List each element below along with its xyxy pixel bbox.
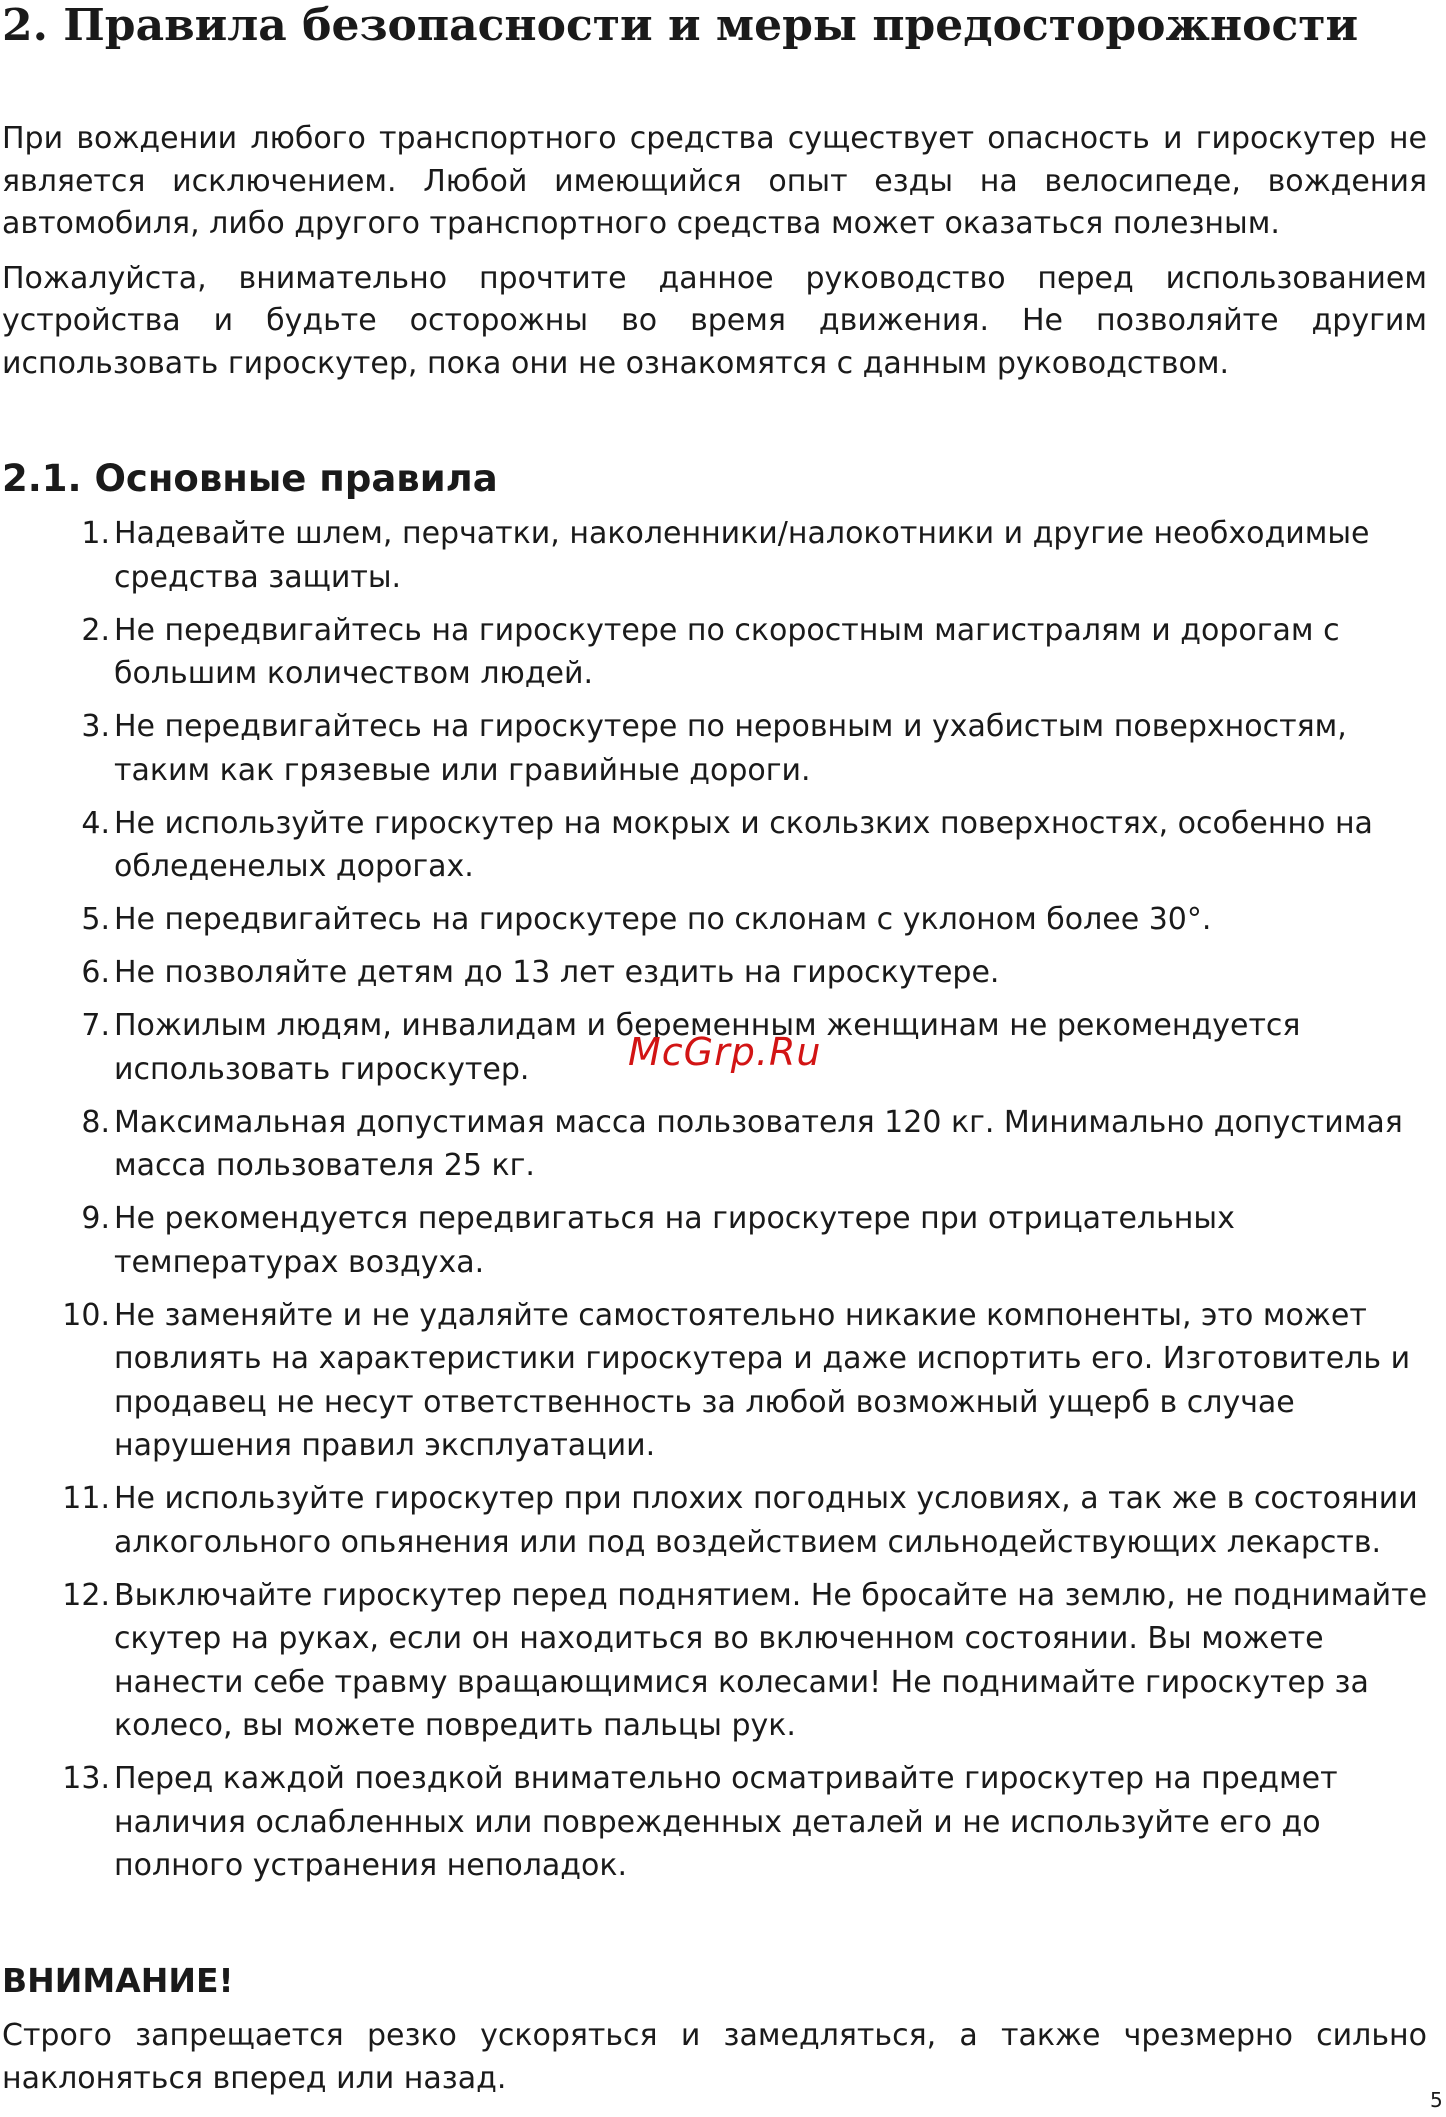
list-item-number: 7.: [81, 1008, 110, 1043]
list-item-number: 11.: [62, 1481, 110, 1516]
list-item: [0, 512, 1430, 599]
list-item-text: Не позволяйте детям до 13 лет ездить на гироскутере.: [114, 955, 1000, 990]
list-item: [0, 951, 1430, 995]
list-item-number: 5.: [81, 902, 110, 937]
list-item-number: 1.: [81, 516, 110, 551]
intro-section: [2, 118, 1427, 397]
rules-list: [0, 512, 1430, 1897]
list-item-number: 6.: [81, 955, 110, 990]
list-item: [0, 1294, 1430, 1468]
warning-title: ВНИМАНИЕ!: [2, 1961, 234, 2000]
list-item-text: Не используйте гироскутер при плохих погодных условиях, а так же в состоянии алкогольного опьянения или под воздействием сильнодействующих лекарств.: [114, 1481, 1418, 1560]
list-item: [0, 1477, 1430, 1564]
list-item-number: 8.: [81, 1104, 110, 1140]
list-item-number: 13.: [62, 1761, 110, 1796]
list-item-number: 12.: [62, 1577, 110, 1613]
page-title: 2. Правила безопасности и меры предосторожности: [2, 0, 1359, 51]
list-item-text: Не используйте гироскутер на мокрых и скользких поверхностях, особенно на обледенелых дорогах.: [114, 805, 1373, 884]
list-item-text: Не передвигайтесь на гироскутере по склонам с уклоном более 30°.: [114, 902, 1212, 937]
page-number: 5: [1430, 2088, 1443, 2112]
list-item-number: 9.: [81, 1201, 110, 1236]
list-item-text: Надевайте шлем, перчатки, наколенники/налокотники и другие необходимые средства защиты.: [114, 516, 1370, 595]
list-item: [0, 1757, 1430, 1888]
list-item-text: Не заменяйте и не удаляйте самостоятельно никакие компоненты, это может повлиять на характеристики гироскутера и даже испортить его. Изготовитель и продавец не несут ответственность за любой возможный ущерб в случае нарушения правил эксплуатации.: [114, 1297, 1411, 1463]
list-item: [0, 609, 1430, 696]
list-item-text: Максимальная допустимая масса пользователя 120 кг. Минимально допустимая масса пользователя 25 кг.: [114, 1104, 1403, 1183]
list-item-text: Не передвигайтесь на гироскутере по неровным и ухабистым поверхностям, таким как грязевые или гравийные дороги.: [114, 709, 1347, 788]
intro-paragraph-1: При вождении любого транспортного средства существует опасность и гироскутер не является исключением. Любой имеющийся опыт езды на велосипеде, вождения автомобиля, либо другого транспортного средства может оказаться полезным.: [2, 121, 1427, 241]
list-item: [0, 1197, 1430, 1284]
section-heading-basic-rules: 2.1. Основные правила: [2, 457, 498, 500]
list-item-number: 3.: [81, 709, 110, 744]
list-item-number: 4.: [81, 805, 110, 841]
list-item: [0, 705, 1430, 792]
list-item-text: Перед каждой поездкой внимательно осматривайте гироскутер на предмет наличия ослабленных или поврежденных деталей и не используйте его до полного устранения неполадок.: [114, 1761, 1338, 1883]
watermark: McGrp.Ru: [628, 1030, 822, 1074]
list-item: [0, 1101, 1430, 1188]
list-item: [0, 802, 1430, 889]
list-item: [0, 898, 1430, 942]
intro-paragraph-2: Пожалуйста, внимательно прочтите данное руководство перед использованием устройства и будьте осторожны во время движения. Не позволяйте другим использовать гироскутер, пока они не ознакомятся с данным руководством.: [2, 260, 1427, 381]
list-item-text: Выключайте гироскутер перед поднятием. Не бросайте на землю, не поднимайте скутер на руках, если он находиться во включенном состоянии. Вы можете нанести себе травму вращающимися колесами! Не поднимайте гироскутер за колесо, вы можете повредить пальцы рук.: [114, 1577, 1428, 1743]
list-item-text: Не передвигайтесь на гироскутере по скоростным магистралям и дорогам с большим количеством людей.: [114, 612, 1340, 691]
list-item-text: Не рекомендуется передвигаться на гироскутере при отрицательных температурах воздуха.: [114, 1201, 1235, 1280]
list-item-number: 2.: [81, 612, 110, 648]
list-item-number: 10.: [62, 1297, 110, 1333]
list-item-text: Пожилым людям, инвалидам и беременным женщинам не рекомендуется использовать гироскутер.: [114, 1008, 1301, 1087]
list-item: [0, 1574, 1430, 1748]
warning-text: Строго запрещается резко ускоряться и замедляться, а также чрезмерно сильно наклоняться вперед или назад.: [2, 2018, 1427, 2096]
